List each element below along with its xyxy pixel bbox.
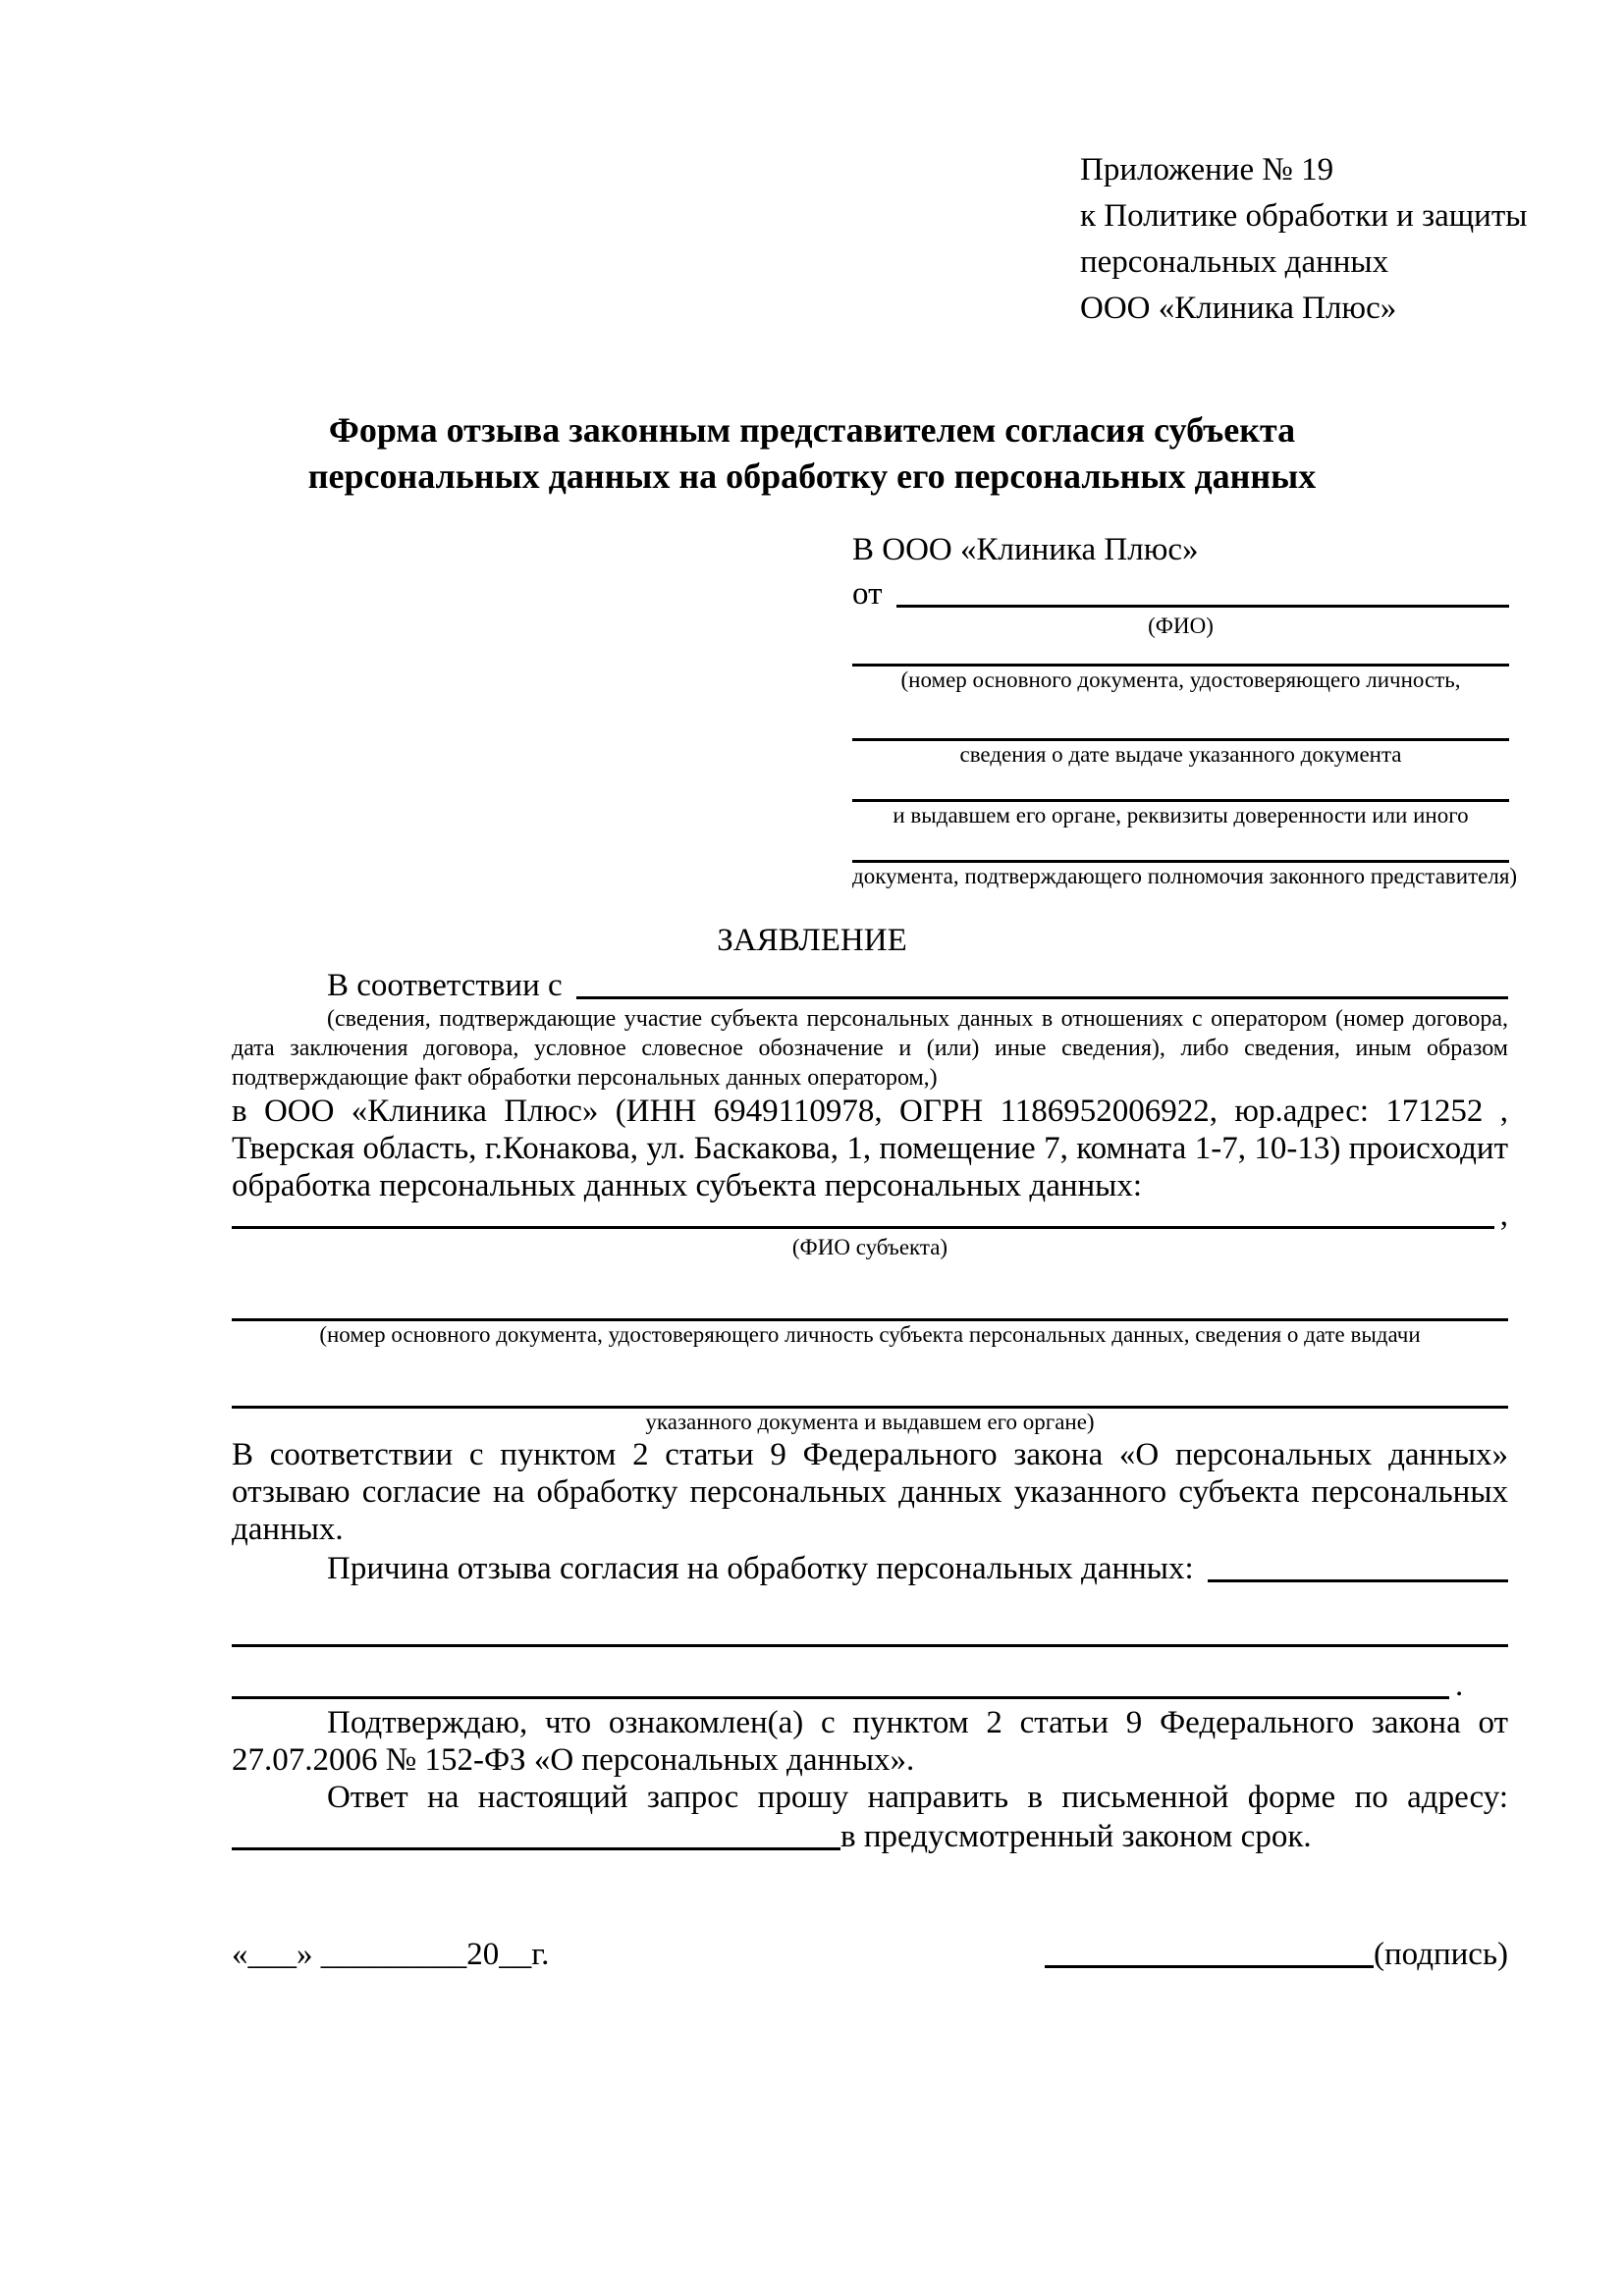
footer-row [232, 1936, 1508, 1973]
reason-fill-line-1 [1208, 1579, 1508, 1582]
reply-paragraph: Ответ на настоящий запрос прошу направить в письменной форме по адресу: [327, 1780, 1508, 1815]
form-title-line-1: Форма отзыва законным представителем согласия субъекта [328, 410, 1296, 450]
address-fill-line [232, 1847, 840, 1850]
subject-document-caption-2: указанного документа и выдавшем его органе) [645, 1410, 1095, 1434]
from-label: от [852, 576, 883, 612]
reply-address-row [232, 1816, 1508, 1855]
subject-document-caption-1: (номер основного документа, удостоверяющего личность субъекта персональных данных, сведения о дате выдачи [319, 1322, 1421, 1347]
authority-document-caption: документа, подтверждающего полномочия законного представителя) [852, 864, 1518, 888]
form-title [0, 407, 1624, 500]
id-document-caption: (номер основного документа, удостоверяющего личность, [900, 667, 1461, 692]
addressee-to: В ООО «Клиника Плюс» [852, 532, 1199, 567]
reason-last-row [232, 1669, 1508, 1704]
reason-fill-line-3 [232, 1696, 1449, 1699]
fio-caption: (ФИО) [1148, 614, 1214, 638]
reason-label: Причина отзыва согласия на обработку персональных данных: [327, 1551, 1194, 1586]
issuing-authority-fill-line [852, 769, 1509, 802]
annex-line-1: Приложение № 19 [1080, 152, 1334, 187]
confirm-paragraph: Подтверждаю, что ознакомлен(а) с пунктом 2 статьи 9 Федерального закона от 27.07.2006 № 152-ФЗ «О персональных данных». [232, 1705, 1508, 1778]
intro-prefix: В соответствии с [327, 968, 563, 1003]
operator-paragraph: в ООО «Клиника Плюс» (ИНН 6949110978, ОГРН 1186952006922, юр.адрес: 171252 , Тверская область, г.Конакова, ул. Баскакова, 1, помещение 7, комната 1-7, 10-13) происходит обработка персональных данных субъекта персональных данных: [232, 1094, 1508, 1203]
from-fio-fill-line [896, 605, 1510, 608]
subject-document-fill-line-1 [232, 1283, 1508, 1321]
intro-row [232, 965, 1508, 1004]
issue-date-fill-line [852, 694, 1509, 741]
issuing-authority-caption: и выдавшем его органе, реквизиты доверенности или иного [893, 803, 1469, 828]
issue-date-caption: сведения о дате выдаче указанного документа [959, 742, 1402, 767]
reason-line-suffix: . [1455, 1668, 1464, 1703]
signature-block [1045, 1936, 1508, 1973]
signature-caption: (подпись) [1374, 1937, 1508, 1972]
reason-fill-line-2 [232, 1609, 1508, 1647]
annex-block [1080, 147, 1528, 332]
date-line: «___» _________20__г. [232, 1937, 550, 1972]
subject-fio-fill-line [232, 1226, 1494, 1229]
reply-suffix: в предусмотренный законом срок. [840, 1819, 1312, 1854]
document-page [232, 147, 1528, 1973]
subject-document-fill-line-2 [232, 1370, 1508, 1409]
reason-row [232, 1548, 1508, 1587]
annex-line-4: ООО «Клиника Плюс» [1080, 291, 1397, 326]
signature-fill-line [1045, 1965, 1374, 1968]
withdraw-paragraph: В соответствии с пунктом 2 статьи 9 Федерального закона «О персональных данных» отзываю согласие на обработку персональных данных указанного субъекта персональных данных. [232, 1437, 1508, 1547]
addressee-block [852, 530, 1518, 890]
form-title-line-2: персональных данных на обработку его персональных данных [307, 456, 1317, 496]
statement-heading: ЗАЯВЛЕНИЕ [717, 923, 907, 958]
subject-fio-line-suffix: , [1499, 1198, 1508, 1233]
subject-fio-row [232, 1198, 1508, 1234]
id-document-number-fill-line [852, 640, 1509, 667]
intro-note: (сведения, подтверждающие участие субъекта персональных данных в отношениях с оператором (номер договора, дата заключения договора, условное словесное обозначение и (или) иные сведения), либо сведения, иным образом подтверждающие факт обработки персональных данных оператором,) [232, 1006, 1508, 1091]
subject-fio-caption: (ФИО субъекта) [791, 1235, 948, 1259]
from-row [852, 569, 1509, 613]
annex-line-2: к Политике обработки и защиты [1080, 198, 1528, 234]
basis-fill-line [576, 996, 1508, 999]
authority-document-fill-line [852, 829, 1509, 863]
annex-line-3: персональных данных [1080, 244, 1389, 280]
